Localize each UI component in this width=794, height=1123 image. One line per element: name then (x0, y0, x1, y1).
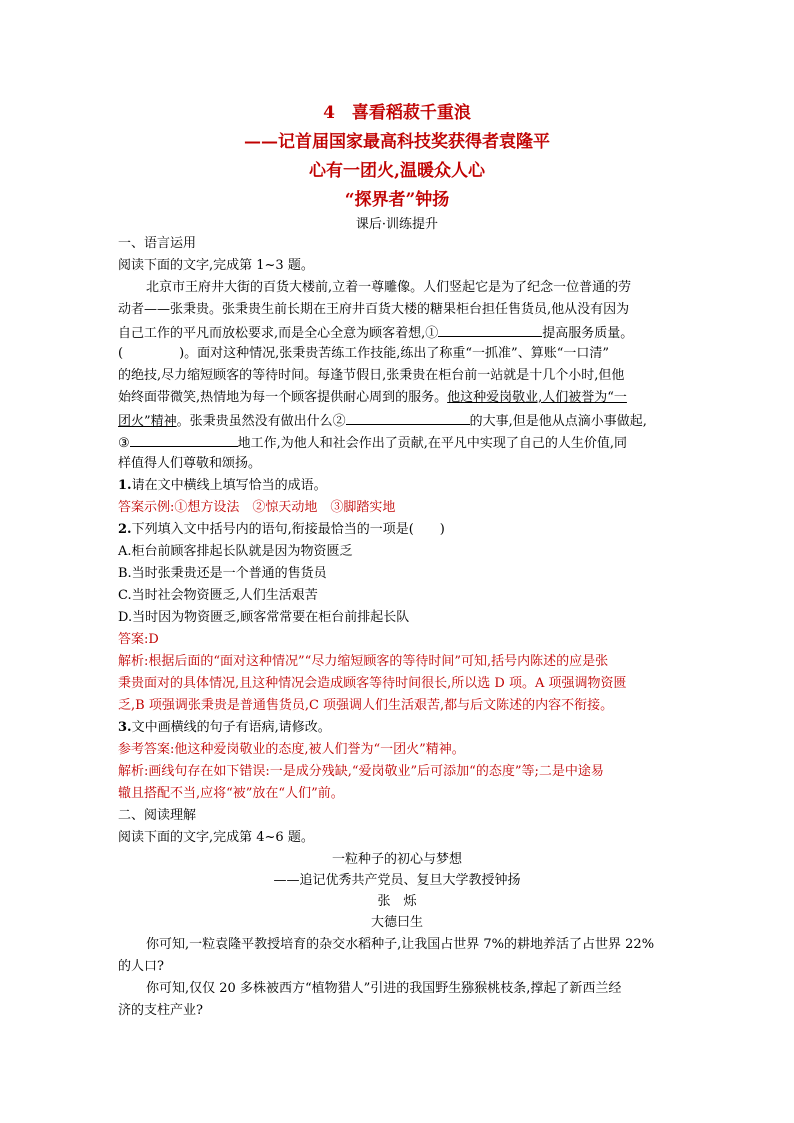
question-number: 1. (118, 478, 132, 493)
question-2 (118, 520, 794, 540)
option-d: D.当时因为物资匮乏,顾客常常要在柜台前排起长队 (118, 610, 410, 625)
question-text: 下列填入文中括号内的语句,衔接最恰当的一项是( ) (131, 522, 445, 537)
passage-text: ③ (118, 436, 130, 451)
passage-line (118, 388, 794, 408)
passage-line (118, 344, 794, 364)
option-c: C.当时社会物资匮乏,人们生活艰苦 (118, 588, 318, 603)
title-line-4: “探界者”钟扬 (344, 190, 450, 210)
paren-open: ( (118, 346, 124, 361)
blank-3 (130, 432, 238, 447)
blank-1 (438, 322, 542, 337)
page-subtitle: 课后·训练提升 (355, 217, 439, 232)
question-text: 文中画横线的句子有语病,请修改。 (131, 720, 331, 735)
article-author: 张 烁 (377, 894, 417, 909)
passage-line: 动者——张秉贵。张秉贵生前长期在王府井百货大楼的糖果柜台担任售货员,他从没有因为 (118, 302, 630, 317)
passage-text: 始终面带微笑,热情地为每一个顾客提供耐心周到的服务。 (118, 390, 448, 405)
article-paragraph: 你可知,仅仅 20 多株被西方“植物猎人”引进的我国野生猕猴桃枝条,撑起了新西兰经 (146, 981, 622, 996)
passage-line: 北京市王府井大街的百货大楼前,立着一尊雕像。人们竖起它是为了纪念一位普通的劳 (146, 280, 632, 295)
passage-line (118, 410, 794, 432)
article-title: 一粒种子的初心与梦想 (331, 852, 462, 867)
answer-2: 答案:D (118, 632, 159, 647)
analysis-2: 解析:根据后面的“面对这种情况”“尽力缩短顾客的等待时间”可知,括号内陈述的应是张 (118, 654, 609, 669)
underlined-sentence: 他这种爱岗敬业,人们被誉为“一 (447, 390, 627, 405)
question-1 (118, 476, 794, 496)
question-text: 请在文中横线上填写恰当的成语。 (131, 478, 327, 493)
analysis-3: 辙且搭配不当,应将“被”放在“人们”前。 (118, 786, 344, 801)
answer-1: 答案示例:①想方设法 ②惊天动地 ③脚踏实地 (118, 500, 396, 515)
passage-line: 样值得人们尊敬和颂扬。 (118, 456, 262, 471)
article-section-title: 大德曰生 (370, 915, 423, 930)
analysis-3: 解析:画线句存在如下错误:一是成分残缺,“爱岗敬业”后可添加“的态度”等;二是中途易 (118, 764, 604, 779)
passage-text: 的大事,但是他从点滴小事做起, (469, 414, 647, 429)
section2-heading: 二、阅读理解 (118, 808, 197, 823)
blank-2 (346, 410, 470, 425)
passage-text: 提高服务质量。 (542, 326, 634, 341)
section2-intro: 阅读下面的文字,完成第 4~6 题。 (118, 830, 314, 845)
passage-line (118, 322, 794, 344)
question-3 (118, 718, 794, 738)
question-number: 2. (118, 522, 132, 537)
option-b: B.当时张秉贵还是一个普通的售货员 (118, 566, 327, 581)
article-subtitle: ——追记优秀共产党员、复旦大学教授钟扬 (273, 873, 521, 888)
option-a: A.柜台前顾客排起长队就是因为物资匮乏 (118, 544, 353, 559)
article-paragraph: 的人口? (118, 959, 164, 974)
analysis-2: 乏,B 项强调张秉贵是普通售货员,C 项强调人们生活艰苦,都与后文陈述的内容不衔接。 (118, 698, 614, 713)
passage-line: 的绝技,尽力缩短顾客的等待时间。每逢节假日,张秉贵在柜台前一站就是十几个小时,但他 (118, 368, 625, 383)
title-line-2: ——记首届国家最高科技奖获得者袁隆平 (244, 132, 550, 152)
passage-line (118, 432, 794, 454)
passage-text: 。张秉贵虽然没有做出什么② (176, 414, 346, 429)
article-paragraph: 济的支柱产业? (118, 1003, 203, 1018)
title-line-3: 心有一团火,温暖众人心 (309, 161, 485, 181)
analysis-2: 秉贵面对的具体情况,且这种情况会造成顾客等待时间很长,所以选 D 项。A 项强调物资匮 (118, 676, 627, 691)
article-paragraph: 你可知,一粒袁隆平教授培育的杂交水稻种子,让我国占世界 7%的耕地养活了占世界 22% (146, 937, 655, 952)
passage-text: )。面对这种情况,张秉贵苦练工作技能,练出了称重“一抓准”、算账“一口清” (179, 346, 609, 361)
question-number: 3. (118, 720, 132, 735)
underlined-sentence: 团火”精神 (118, 414, 177, 429)
passage-text: 自己工作的平凡而放松要求,而是全心全意为顾客着想,① (118, 326, 439, 341)
section1-heading: 一、语言运用 (118, 236, 197, 251)
passage-text: 地工作,为他人和社会作出了贡献,在平凡中实现了自己的人生价值,同 (237, 436, 628, 451)
title-line-1: 4 喜看稻菽千重浪 (323, 103, 471, 123)
section1-intro: 阅读下面的文字,完成第 1~3 题。 (118, 258, 314, 273)
answer-3: 参考答案:他这种爱岗敬业的态度,被人们誉为“一团火”精神。 (118, 742, 465, 757)
